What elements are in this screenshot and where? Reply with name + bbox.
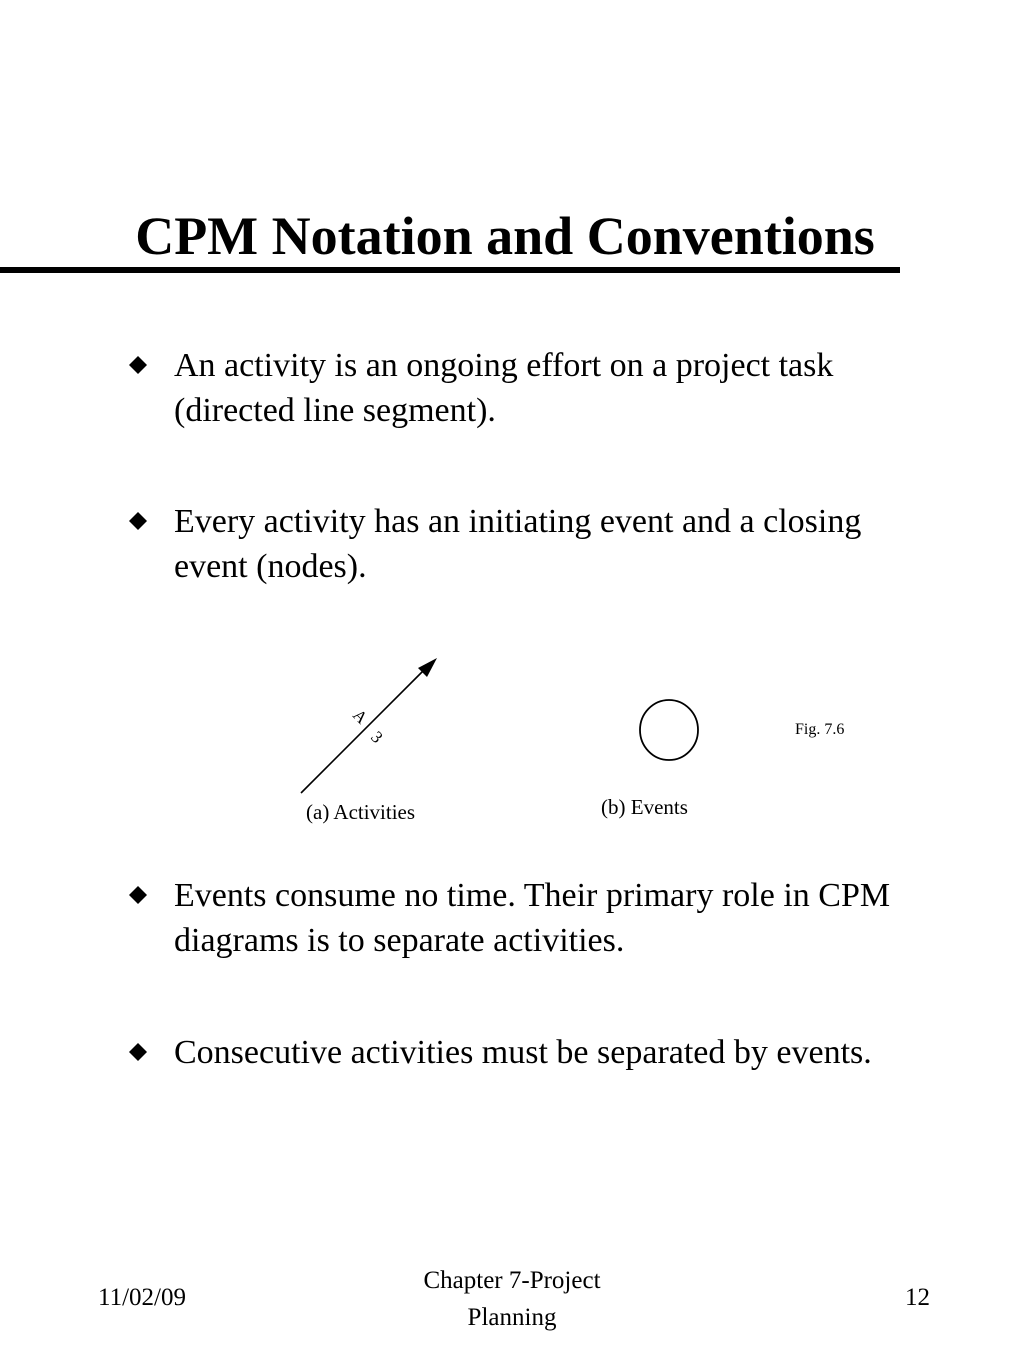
diamond-bullet-icon [126,509,150,533]
activity-name-label: A [349,705,372,728]
diamond-bullet-icon [126,883,150,907]
footer-chapter-line2: Planning [467,1304,557,1331]
footer-chapter [382,1262,642,1336]
bullet-text: Events consume no time. Their primary role in CPM diagrams is to separate activities. [174,877,891,959]
activity-arrow-line [301,670,424,793]
figure-number: Fig. 7.6 [795,721,845,738]
bullet-item [174,343,934,433]
bullet-text: Consecutive activities must be separated by events. [174,1034,872,1071]
title-underline [0,267,900,273]
slide-title: CPM Notation and Conventions [135,206,875,266]
diamond-bullet-icon [126,1040,150,1064]
bullet-item [174,1030,934,1075]
bullet-text: Every activity has an initiating event and a closing event (nodes). [174,503,862,585]
diamond-bullet-icon [126,353,150,377]
activity-duration-label: 3 [367,727,387,747]
caption-activities: (a) Activities [306,800,416,824]
footer-page-number: 12 [905,1284,930,1311]
footer-chapter-line1: Chapter 7-Project [423,1267,601,1294]
bullet-text: An activity is an ongoing effort on a project task (directed line segment). [174,347,834,429]
cpm-notation-figure [0,640,1024,840]
footer-date: 11/02/09 [98,1284,186,1311]
bullet-item [174,499,934,589]
figure-drawing [0,640,1024,840]
caption-events: (b) Events [601,795,688,819]
bullet-item [174,873,934,963]
event-node-circle [640,700,698,760]
